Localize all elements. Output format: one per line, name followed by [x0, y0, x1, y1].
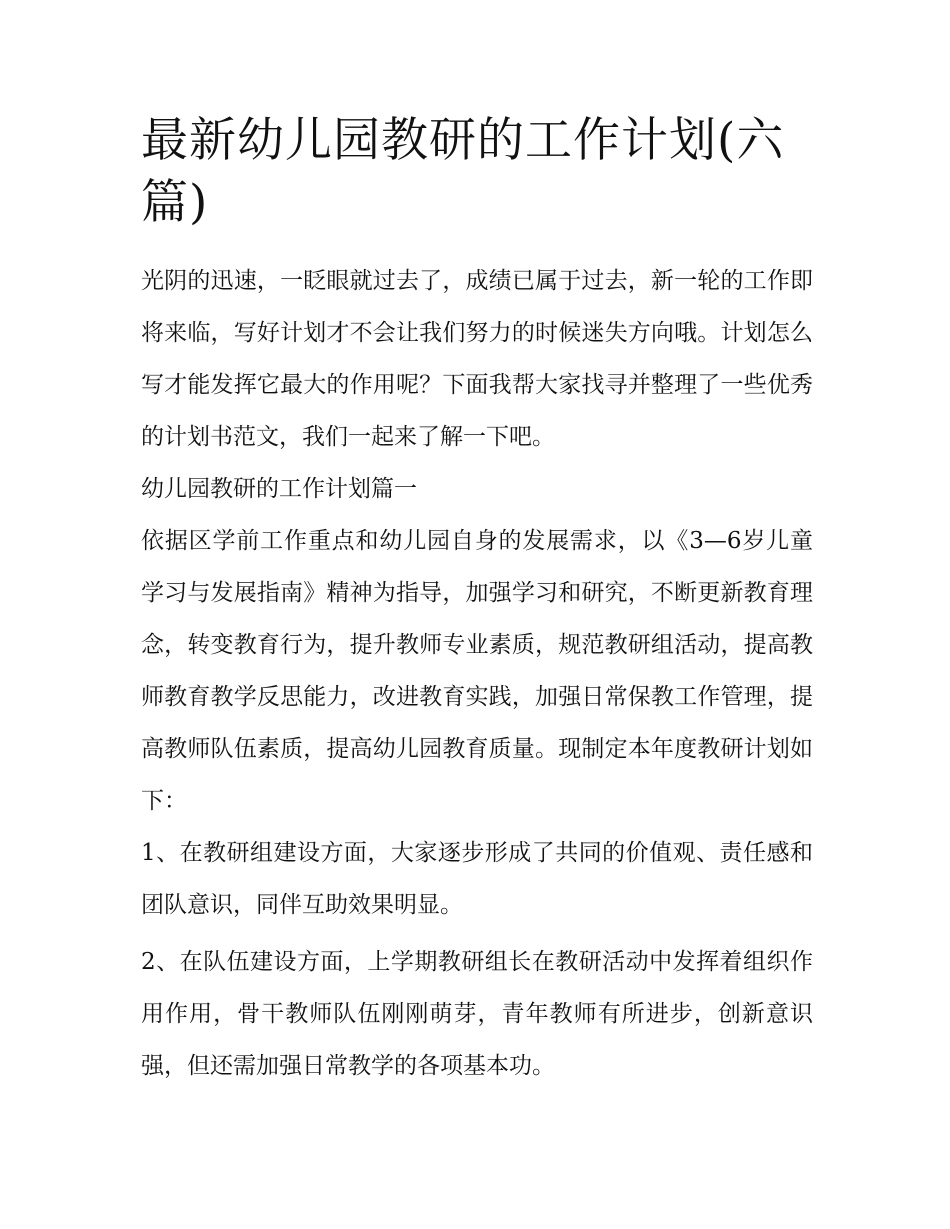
section-heading: 幼儿园教研的工作计划篇一	[141, 476, 417, 502]
intro-paragraph: 光阴的迅速，一眨眼就过去了，成绩已属于过去，新一轮的工作即将来临，写好计划才不会让我们努力的时候迷失方向哦。计划怎么写才能发挥它最大的作用呢？下面我帮大家找寻并整理了一些优秀的计划书范文，我们一起来了解一下吧。	[141, 268, 813, 450]
body-paragraph-1: 依据区学前工作重点和幼儿园自身的发展需求，以《3—6岁儿童学习与发展指南》精神为指导，加强学习和研究，不断更新教育理念，转变教育行为，提升教师专业素质，规范教研组活动，提高教师教育教学反思能力，改进教育实践，加强日常保教工作管理，提高教师队伍素质，提高幼儿园教育质量。现制定本年度教研计划如下：	[141, 528, 813, 814]
document-title: 最新幼儿园教研的工作计划(六篇)	[141, 113, 785, 230]
list-item-1: 1、在教研组建设方面，大家逐步形成了共同的价值观、责任感和团队意识，同伴互助效果明显。	[141, 840, 813, 918]
list-item-2: 2、在队伍建设方面，上学期教研组长在教研活动中发挥着组织作用作用，骨干教师队伍刚刚萌芽，青年教师有所进步，创新意识强，但还需加强日常教学的各项基本功。	[141, 949, 813, 1079]
document-page	[141, 110, 813, 1092]
